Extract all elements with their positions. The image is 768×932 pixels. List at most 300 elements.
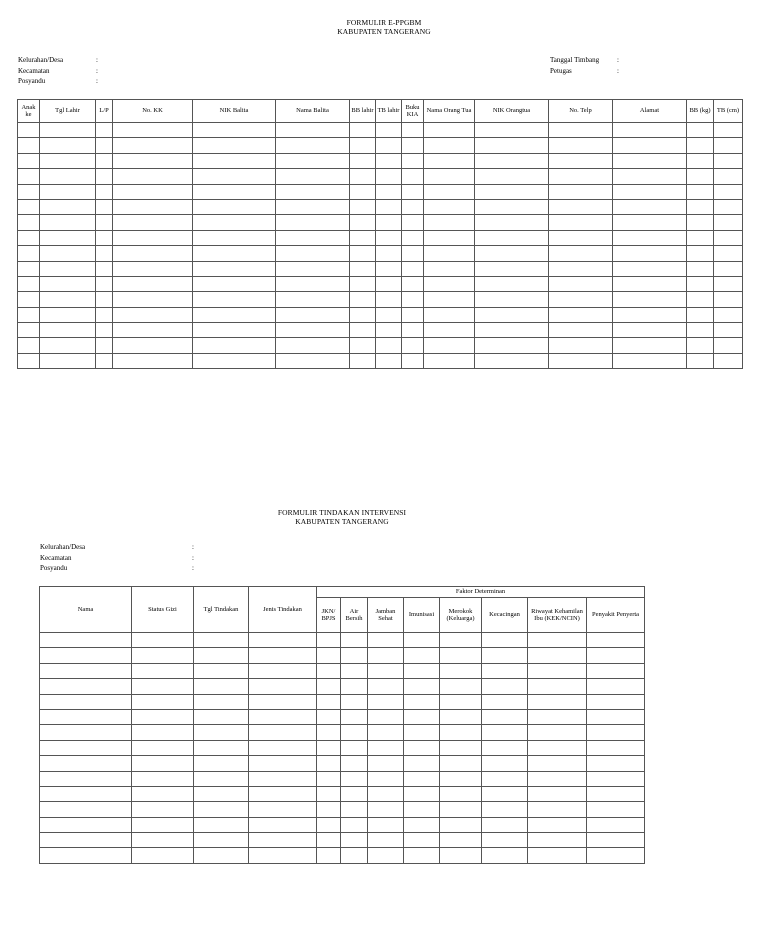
- table-cell[interactable]: [475, 323, 549, 338]
- table-cell[interactable]: [368, 802, 404, 817]
- table-cell[interactable]: [613, 230, 687, 245]
- table-cell[interactable]: [194, 694, 249, 709]
- table-cell[interactable]: [402, 230, 424, 245]
- table-cell[interactable]: [714, 230, 743, 245]
- table-cell[interactable]: [368, 817, 404, 832]
- table-cell[interactable]: [402, 199, 424, 214]
- table-cell[interactable]: [482, 802, 528, 817]
- field-value[interactable]: [619, 66, 679, 77]
- table-cell[interactable]: [350, 123, 376, 138]
- table-cell[interactable]: [440, 679, 482, 694]
- table-cell[interactable]: [404, 709, 440, 724]
- field-value[interactable]: [194, 563, 294, 574]
- table-cell[interactable]: [376, 292, 402, 307]
- table-cell[interactable]: [549, 292, 613, 307]
- table-cell[interactable]: [402, 184, 424, 199]
- table-cell[interactable]: [194, 648, 249, 663]
- table-cell[interactable]: [549, 153, 613, 168]
- table-cell[interactable]: [249, 725, 317, 740]
- table-cell[interactable]: [368, 633, 404, 648]
- table-cell[interactable]: [132, 802, 194, 817]
- table-cell[interactable]: [249, 771, 317, 786]
- table-cell[interactable]: [587, 848, 645, 863]
- table-cell[interactable]: [350, 199, 376, 214]
- table-cell[interactable]: [350, 353, 376, 368]
- table-cell[interactable]: [613, 123, 687, 138]
- table-cell[interactable]: [404, 756, 440, 771]
- table-cell[interactable]: [482, 833, 528, 848]
- table-cell[interactable]: [482, 817, 528, 832]
- table-cell[interactable]: [113, 153, 193, 168]
- table-cell[interactable]: [528, 802, 587, 817]
- table-cell[interactable]: [402, 153, 424, 168]
- table-cell[interactable]: [40, 230, 96, 245]
- table-cell[interactable]: [687, 338, 714, 353]
- table-cell[interactable]: [424, 261, 475, 276]
- table-cell[interactable]: [40, 786, 132, 801]
- table-cell[interactable]: [276, 123, 350, 138]
- table-cell[interactable]: [528, 633, 587, 648]
- table-cell[interactable]: [424, 184, 475, 199]
- table-cell[interactable]: [341, 633, 368, 648]
- table-cell[interactable]: [193, 323, 276, 338]
- table-cell[interactable]: [482, 663, 528, 678]
- table-cell[interactable]: [376, 261, 402, 276]
- table-cell[interactable]: [549, 338, 613, 353]
- table-cell[interactable]: [613, 353, 687, 368]
- table-cell[interactable]: [132, 679, 194, 694]
- table-cell[interactable]: [475, 276, 549, 291]
- table-cell[interactable]: [276, 169, 350, 184]
- table-cell[interactable]: [613, 338, 687, 353]
- table-cell[interactable]: [96, 153, 113, 168]
- table-cell[interactable]: [317, 648, 341, 663]
- table-cell[interactable]: [113, 323, 193, 338]
- table-cell[interactable]: [714, 246, 743, 261]
- table-cell[interactable]: [528, 709, 587, 724]
- table-cell[interactable]: [96, 323, 113, 338]
- table-cell[interactable]: [424, 292, 475, 307]
- table-cell[interactable]: [687, 123, 714, 138]
- table-cell[interactable]: [96, 338, 113, 353]
- table-cell[interactable]: [350, 138, 376, 153]
- table-cell[interactable]: [714, 138, 743, 153]
- table-cell[interactable]: [194, 679, 249, 694]
- table-cell[interactable]: [132, 740, 194, 755]
- table-cell[interactable]: [18, 338, 40, 353]
- table-cell[interactable]: [341, 756, 368, 771]
- table-cell[interactable]: [376, 353, 402, 368]
- table-cell[interactable]: [424, 353, 475, 368]
- table-cell[interactable]: [687, 184, 714, 199]
- table-cell[interactable]: [350, 246, 376, 261]
- table-cell[interactable]: [404, 740, 440, 755]
- table-cell[interactable]: [40, 199, 96, 214]
- table-cell[interactable]: [424, 199, 475, 214]
- table-cell[interactable]: [528, 848, 587, 863]
- table-cell[interactable]: [475, 292, 549, 307]
- table-cell[interactable]: [317, 771, 341, 786]
- table-cell[interactable]: [687, 138, 714, 153]
- table-cell[interactable]: [440, 756, 482, 771]
- table-cell[interactable]: [368, 786, 404, 801]
- table-cell[interactable]: [194, 709, 249, 724]
- table-cell[interactable]: [528, 786, 587, 801]
- table-cell[interactable]: [317, 833, 341, 848]
- table-cell[interactable]: [40, 648, 132, 663]
- table-cell[interactable]: [113, 199, 193, 214]
- table-cell[interactable]: [549, 230, 613, 245]
- table-cell[interactable]: [528, 679, 587, 694]
- table-cell[interactable]: [424, 153, 475, 168]
- table-cell[interactable]: [424, 246, 475, 261]
- table-cell[interactable]: [194, 725, 249, 740]
- table-cell[interactable]: [475, 307, 549, 322]
- table-cell[interactable]: [587, 633, 645, 648]
- table-cell[interactable]: [687, 246, 714, 261]
- table-cell[interactable]: [404, 833, 440, 848]
- field-value[interactable]: [194, 542, 294, 553]
- table-cell[interactable]: [96, 261, 113, 276]
- table-cell[interactable]: [482, 709, 528, 724]
- table-cell[interactable]: [587, 756, 645, 771]
- table-cell[interactable]: [613, 184, 687, 199]
- table-cell[interactable]: [193, 246, 276, 261]
- table-cell[interactable]: [113, 307, 193, 322]
- table-cell[interactable]: [249, 833, 317, 848]
- table-cell[interactable]: [402, 323, 424, 338]
- table-cell[interactable]: [587, 786, 645, 801]
- table-cell[interactable]: [18, 292, 40, 307]
- table-cell[interactable]: [587, 740, 645, 755]
- table-cell[interactable]: [350, 230, 376, 245]
- table-cell[interactable]: [587, 833, 645, 848]
- table-cell[interactable]: [113, 292, 193, 307]
- table-cell[interactable]: [402, 338, 424, 353]
- table-cell[interactable]: [613, 153, 687, 168]
- table-cell[interactable]: [40, 709, 132, 724]
- table-cell[interactable]: [249, 663, 317, 678]
- table-cell[interactable]: [440, 725, 482, 740]
- table-cell[interactable]: [714, 184, 743, 199]
- table-cell[interactable]: [424, 276, 475, 291]
- table-cell[interactable]: [194, 848, 249, 863]
- table-cell[interactable]: [18, 184, 40, 199]
- table-cell[interactable]: [475, 138, 549, 153]
- table-cell[interactable]: [482, 756, 528, 771]
- table-cell[interactable]: [368, 833, 404, 848]
- table-cell[interactable]: [276, 215, 350, 230]
- table-cell[interactable]: [193, 276, 276, 291]
- table-cell[interactable]: [276, 261, 350, 276]
- table-cell[interactable]: [193, 338, 276, 353]
- table-cell[interactable]: [440, 740, 482, 755]
- table-cell[interactable]: [404, 848, 440, 863]
- table-cell[interactable]: [132, 848, 194, 863]
- table-cell[interactable]: [475, 169, 549, 184]
- table-cell[interactable]: [317, 740, 341, 755]
- table-cell[interactable]: [482, 648, 528, 663]
- table-cell[interactable]: [687, 153, 714, 168]
- table-cell[interactable]: [132, 709, 194, 724]
- table-cell[interactable]: [440, 786, 482, 801]
- table-cell[interactable]: [350, 292, 376, 307]
- table-cell[interactable]: [249, 802, 317, 817]
- table-cell[interactable]: [549, 276, 613, 291]
- table-cell[interactable]: [113, 261, 193, 276]
- table-cell[interactable]: [440, 771, 482, 786]
- table-cell[interactable]: [587, 802, 645, 817]
- table-cell[interactable]: [40, 771, 132, 786]
- table-cell[interactable]: [475, 199, 549, 214]
- table-cell[interactable]: [96, 246, 113, 261]
- table-cell[interactable]: [368, 709, 404, 724]
- table-cell[interactable]: [193, 153, 276, 168]
- table-cell[interactable]: [440, 648, 482, 663]
- table-cell[interactable]: [18, 230, 40, 245]
- table-cell[interactable]: [376, 307, 402, 322]
- table-cell[interactable]: [96, 184, 113, 199]
- table-cell[interactable]: [424, 138, 475, 153]
- table-cell[interactable]: [613, 215, 687, 230]
- table-cell[interactable]: [482, 694, 528, 709]
- table-cell[interactable]: [368, 756, 404, 771]
- field-value[interactable]: [98, 55, 158, 66]
- table-cell[interactable]: [341, 817, 368, 832]
- table-cell[interactable]: [368, 725, 404, 740]
- table-cell[interactable]: [194, 833, 249, 848]
- table-cell[interactable]: [528, 740, 587, 755]
- table-cell[interactable]: [18, 276, 40, 291]
- table-cell[interactable]: [350, 153, 376, 168]
- table-cell[interactable]: [613, 246, 687, 261]
- table-cell[interactable]: [613, 307, 687, 322]
- table-cell[interactable]: [404, 679, 440, 694]
- table-cell[interactable]: [317, 802, 341, 817]
- table-cell[interactable]: [404, 771, 440, 786]
- table-cell[interactable]: [40, 307, 96, 322]
- table-cell[interactable]: [194, 802, 249, 817]
- table-cell[interactable]: [549, 215, 613, 230]
- table-cell[interactable]: [687, 323, 714, 338]
- table-cell[interactable]: [714, 292, 743, 307]
- field-value[interactable]: [98, 66, 158, 77]
- table-cell[interactable]: [193, 307, 276, 322]
- table-cell[interactable]: [714, 353, 743, 368]
- table-cell[interactable]: [132, 756, 194, 771]
- table-cell[interactable]: [317, 679, 341, 694]
- table-cell[interactable]: [193, 199, 276, 214]
- table-cell[interactable]: [193, 353, 276, 368]
- table-cell[interactable]: [249, 786, 317, 801]
- table-cell[interactable]: [96, 215, 113, 230]
- table-cell[interactable]: [249, 648, 317, 663]
- table-cell[interactable]: [368, 848, 404, 863]
- table-cell[interactable]: [194, 771, 249, 786]
- table-cell[interactable]: [528, 694, 587, 709]
- table-cell[interactable]: [528, 833, 587, 848]
- table-cell[interactable]: [276, 230, 350, 245]
- table-cell[interactable]: [376, 169, 402, 184]
- table-cell[interactable]: [376, 338, 402, 353]
- table-cell[interactable]: [341, 663, 368, 678]
- table-cell[interactable]: [276, 184, 350, 199]
- table-cell[interactable]: [18, 169, 40, 184]
- table-cell[interactable]: [482, 771, 528, 786]
- table-cell[interactable]: [587, 771, 645, 786]
- table-cell[interactable]: [40, 338, 96, 353]
- table-cell[interactable]: [687, 215, 714, 230]
- table-cell[interactable]: [350, 276, 376, 291]
- table-cell[interactable]: [613, 323, 687, 338]
- table-cell[interactable]: [687, 169, 714, 184]
- table-cell[interactable]: [687, 307, 714, 322]
- table-cell[interactable]: [341, 648, 368, 663]
- table-cell[interactable]: [341, 679, 368, 694]
- table-cell[interactable]: [40, 833, 132, 848]
- table-cell[interactable]: [402, 169, 424, 184]
- table-cell[interactable]: [276, 246, 350, 261]
- table-cell[interactable]: [687, 199, 714, 214]
- table-cell[interactable]: [40, 215, 96, 230]
- table-cell[interactable]: [402, 246, 424, 261]
- table-cell[interactable]: [475, 123, 549, 138]
- table-cell[interactable]: [475, 353, 549, 368]
- table-cell[interactable]: [317, 725, 341, 740]
- table-cell[interactable]: [18, 123, 40, 138]
- table-cell[interactable]: [404, 663, 440, 678]
- table-cell[interactable]: [249, 756, 317, 771]
- table-cell[interactable]: [96, 353, 113, 368]
- table-cell[interactable]: [341, 802, 368, 817]
- table-cell[interactable]: [194, 740, 249, 755]
- table-cell[interactable]: [402, 276, 424, 291]
- table-cell[interactable]: [193, 123, 276, 138]
- table-cell[interactable]: [613, 138, 687, 153]
- table-cell[interactable]: [276, 353, 350, 368]
- table-cell[interactable]: [402, 292, 424, 307]
- table-cell[interactable]: [404, 725, 440, 740]
- table-cell[interactable]: [193, 215, 276, 230]
- table-cell[interactable]: [113, 215, 193, 230]
- table-cell[interactable]: [40, 292, 96, 307]
- table-cell[interactable]: [587, 648, 645, 663]
- table-cell[interactable]: [132, 694, 194, 709]
- table-cell[interactable]: [424, 169, 475, 184]
- table-cell[interactable]: [402, 307, 424, 322]
- table-cell[interactable]: [714, 323, 743, 338]
- table-cell[interactable]: [350, 307, 376, 322]
- table-cell[interactable]: [350, 169, 376, 184]
- table-cell[interactable]: [341, 786, 368, 801]
- table-cell[interactable]: [402, 353, 424, 368]
- table-cell[interactable]: [482, 725, 528, 740]
- table-cell[interactable]: [528, 648, 587, 663]
- table-cell[interactable]: [40, 725, 132, 740]
- table-cell[interactable]: [687, 353, 714, 368]
- table-cell[interactable]: [193, 138, 276, 153]
- table-cell[interactable]: [424, 230, 475, 245]
- table-cell[interactable]: [587, 709, 645, 724]
- table-cell[interactable]: [132, 633, 194, 648]
- table-cell[interactable]: [482, 848, 528, 863]
- table-cell[interactable]: [317, 756, 341, 771]
- table-cell[interactable]: [482, 786, 528, 801]
- table-cell[interactable]: [40, 802, 132, 817]
- table-cell[interactable]: [424, 307, 475, 322]
- table-cell[interactable]: [113, 246, 193, 261]
- table-cell[interactable]: [549, 261, 613, 276]
- table-cell[interactable]: [113, 353, 193, 368]
- table-cell[interactable]: [475, 261, 549, 276]
- table-cell[interactable]: [475, 153, 549, 168]
- table-cell[interactable]: [528, 756, 587, 771]
- table-cell[interactable]: [276, 199, 350, 214]
- table-cell[interactable]: [341, 740, 368, 755]
- table-cell[interactable]: [40, 633, 132, 648]
- table-cell[interactable]: [440, 663, 482, 678]
- table-cell[interactable]: [376, 199, 402, 214]
- table-cell[interactable]: [376, 230, 402, 245]
- table-cell[interactable]: [350, 261, 376, 276]
- table-cell[interactable]: [440, 833, 482, 848]
- table-cell[interactable]: [714, 215, 743, 230]
- table-cell[interactable]: [40, 261, 96, 276]
- table-cell[interactable]: [587, 725, 645, 740]
- table-cell[interactable]: [249, 679, 317, 694]
- table-cell[interactable]: [714, 276, 743, 291]
- table-cell[interactable]: [18, 323, 40, 338]
- table-cell[interactable]: [482, 679, 528, 694]
- table-cell[interactable]: [350, 323, 376, 338]
- table-cell[interactable]: [687, 276, 714, 291]
- table-cell[interactable]: [549, 184, 613, 199]
- table-cell[interactable]: [350, 215, 376, 230]
- table-cell[interactable]: [475, 215, 549, 230]
- table-cell[interactable]: [714, 199, 743, 214]
- table-cell[interactable]: [317, 786, 341, 801]
- table-cell[interactable]: [368, 663, 404, 678]
- table-cell[interactable]: [687, 261, 714, 276]
- table-cell[interactable]: [549, 199, 613, 214]
- table-cell[interactable]: [613, 169, 687, 184]
- table-cell[interactable]: [249, 694, 317, 709]
- table-cell[interactable]: [549, 353, 613, 368]
- table-cell[interactable]: [132, 725, 194, 740]
- table-cell[interactable]: [376, 184, 402, 199]
- table-cell[interactable]: [613, 199, 687, 214]
- table-cell[interactable]: [549, 307, 613, 322]
- table-cell[interactable]: [132, 833, 194, 848]
- table-cell[interactable]: [404, 817, 440, 832]
- table-cell[interactable]: [341, 709, 368, 724]
- table-cell[interactable]: [440, 802, 482, 817]
- table-cell[interactable]: [714, 123, 743, 138]
- table-cell[interactable]: [40, 679, 132, 694]
- table-cell[interactable]: [132, 771, 194, 786]
- table-cell[interactable]: [193, 261, 276, 276]
- table-cell[interactable]: [528, 663, 587, 678]
- table-cell[interactable]: [341, 833, 368, 848]
- table-cell[interactable]: [276, 338, 350, 353]
- table-cell[interactable]: [613, 261, 687, 276]
- table-cell[interactable]: [276, 323, 350, 338]
- table-cell[interactable]: [18, 153, 40, 168]
- table-cell[interactable]: [194, 633, 249, 648]
- table-cell[interactable]: [18, 307, 40, 322]
- table-cell[interactable]: [424, 215, 475, 230]
- table-cell[interactable]: [249, 633, 317, 648]
